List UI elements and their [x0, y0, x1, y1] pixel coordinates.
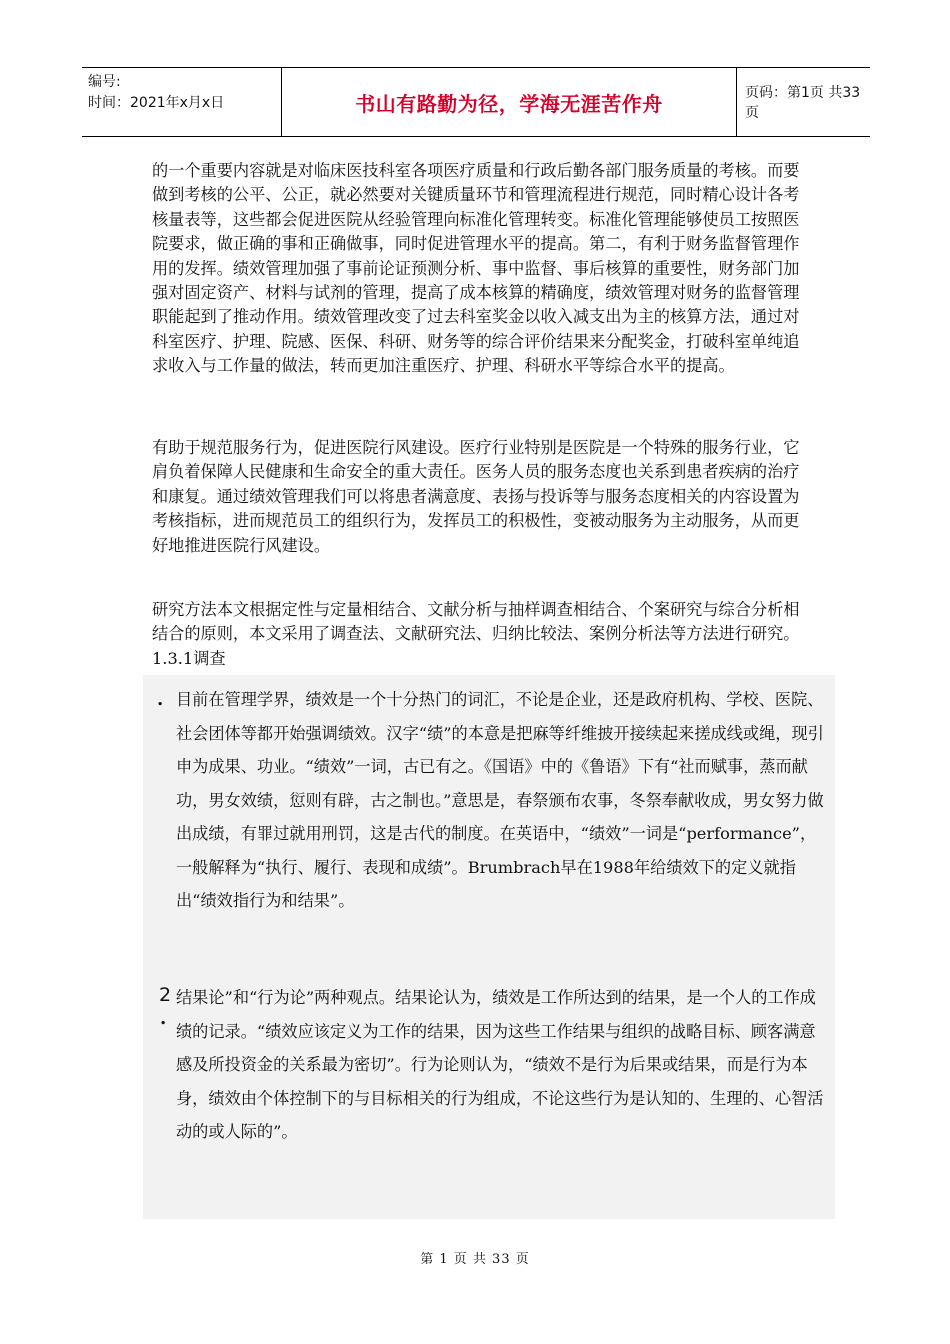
header-page-info: 页码：第1页 共33页 — [745, 85, 861, 121]
shaded-content-box — [143, 675, 835, 1219]
body-paragraph-2: 有助于规范服务行为，促进医院行风建设。医疗行业特别是医院是一个特殊的服务行业，它肩负着保障人民健康和生命安全的重大责任。医务人员的服务态度也关系到患者疾病的治疗和康复。通过绩效管理我们可以将患者满意度、表扬与投诉等与服务态度相关的内容设置为考核指标，进而规范员工的组织行为，发挥员工的积极性，变被动服务为主动服务，从而更好地推进医院行风建设。 — [152, 438, 800, 555]
list-item-1-text: 目前在管理学界，绩效是一个十分热门的词汇，不论是企业，还是政府机构、学校、医院、社会团体等都开始强调绩效。汉字“绩”的本意是把麻等纤维披开接续起来搓成线或绳，现引申为成果、功业。“绩效”一词，古已有之。《国语》中的《鲁语》下有“社而赋事，蒸而献功，男女效绩，愆则有辟，古之制也。”意思是，春祭颁布农事，冬祭奉献收成，男女努力做出成绩，有罪过就用刑罚，这是古代的制度。在英语中，“绩效”一词是“performance”，一般解释为“执行、履行、表现和成绩”。Brumbrach早在1988年给绩效下的定义就指出“绩效指行为和结果”。 — [176, 690, 824, 910]
document-time-label: 时间：2021年x月x日 — [88, 95, 225, 111]
header-page-info-cell — [737, 68, 870, 136]
list-number-2: 2 — [159, 984, 172, 1006]
page-footer: 第 1 页 共 33 页 — [420, 1252, 530, 1267]
header-motto-cell — [282, 68, 737, 136]
body-paragraph-1: 的一个重要内容就是对临床医技科室各项医疗质量和行政后勤各部门服务质量的考核。而要做到考核的公平、公正，就必然要对关键质量环节和管理流程进行规范，同时精心设计各考核量表等，这些都会促进医院从经验管理向标准化管理转变。标准化管理能够使员工按照医院要求，做正确的事和正确做事，同时促进管理水平的提高。第二，有利于财务监督管理作用的发挥。绩效管理加强了事前论证预测分析、事中监督、事后核算的重要性，财务部门加强对固定资产、材料与试剂的管理，提高了成本核算的精确度，绩效管理对财务的监督管理职能起到了推动作用。绩效管理改变了过去科室奖金以收入减支出为主的核算方法，通过对科室医疗、护理、院感、医保、科研、财务等的综合评价结果来分配奖金，打破科室单纯追求收入与工作量的做法，转而更加注重医疗、护理、科研水平等综合水平的提高。 — [152, 161, 800, 376]
header-meta — [82, 68, 282, 136]
document-number-label: 编号: — [88, 74, 121, 90]
list-bullet-1: . — [157, 689, 164, 710]
header-motto: 书山有路勤为径，学海无涯苦作舟 — [355, 91, 663, 116]
body-paragraph-3: 研究方法本文根据定性与定量相结合、文献分析与抽样调查相结合、个案研究与综合分析相结合的原则，本文采用了调查法、文献研究法、归纳比较法、案例分析法等方法进行研究。 1.3.1调查 — [152, 600, 800, 668]
page-header — [82, 67, 870, 137]
list-item-2-text: 结果论”和“行为论”两种观点。结果论认为，绩效是工作所达到的结果，是一个人的工作成绩的记录。“绩效应该定义为工作的结果，因为这些工作结果与组织的战略目标、顾客满意感及所投资金的关系最为密切”。行为论则认为，“绩效不是行为后果或结果，而是行为本身，绩效由个体控制下的与目标相关的行为组成，不论这些行为是认知的、生理的、心智活动的或人际的”。 — [176, 988, 824, 1141]
list-bullet-2: . — [160, 1008, 167, 1029]
